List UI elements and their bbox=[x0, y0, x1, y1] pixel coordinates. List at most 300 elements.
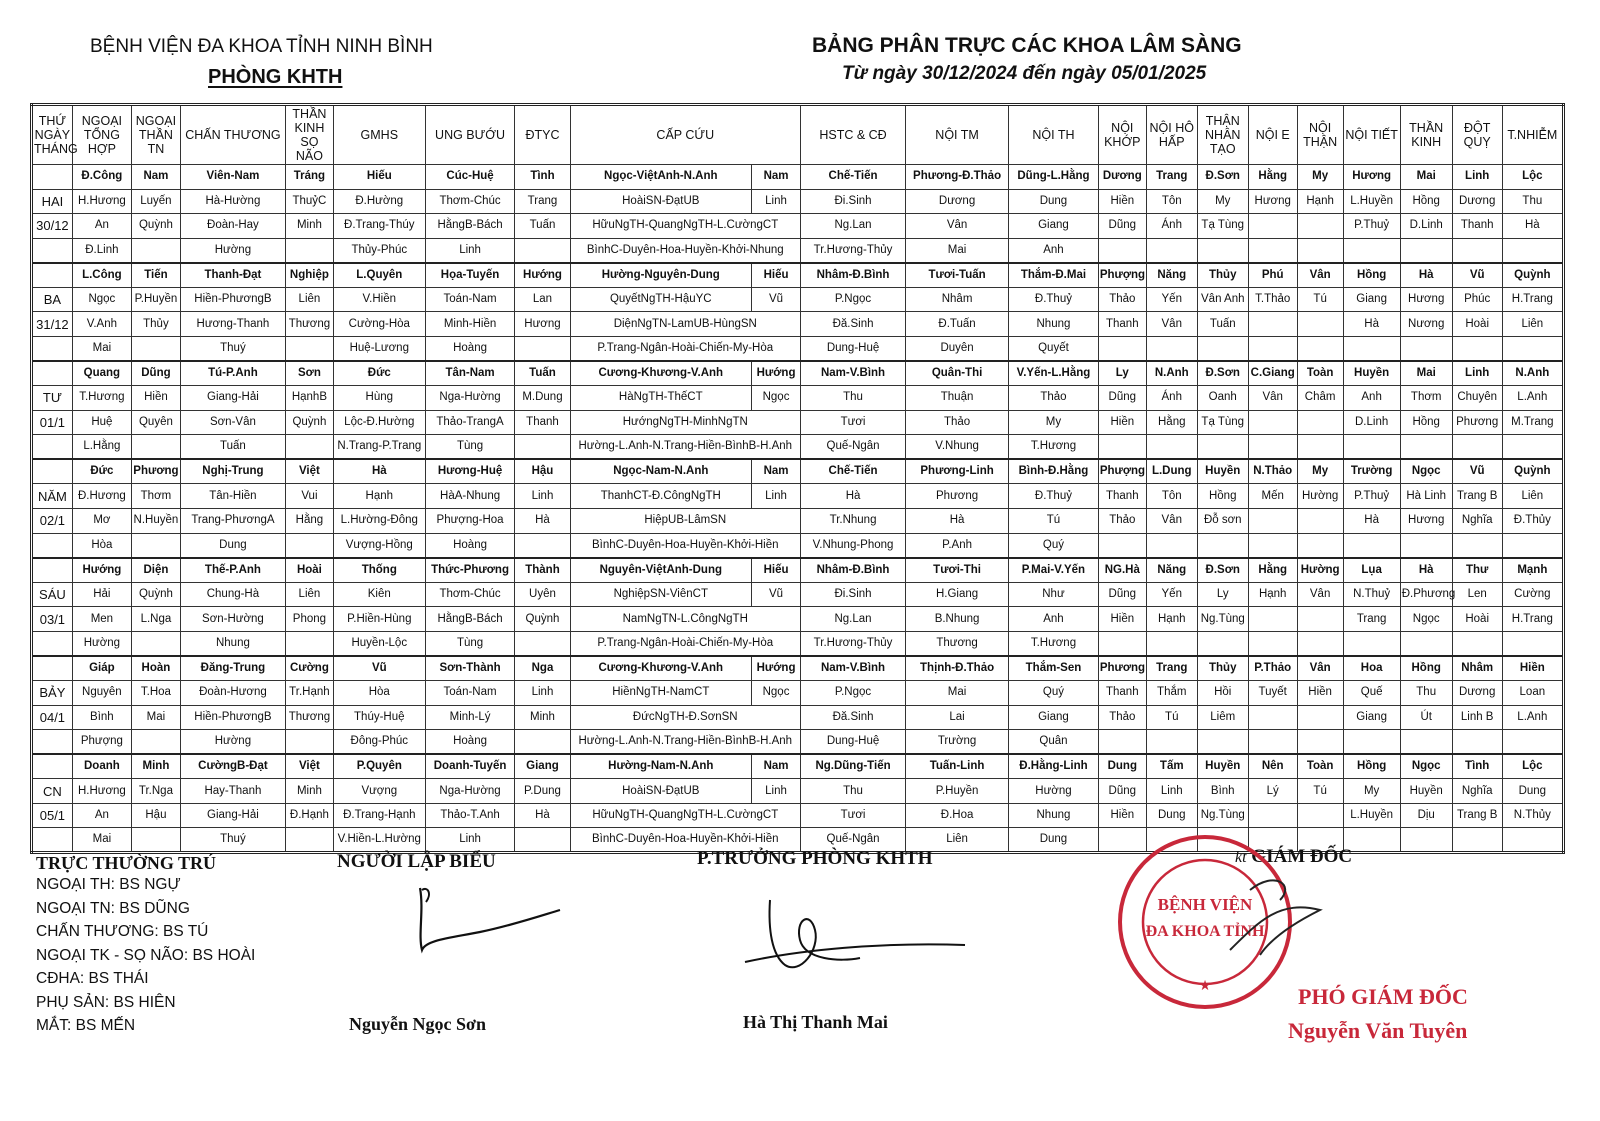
table-cell: Tú bbox=[1146, 705, 1197, 730]
table-cell: Quân-Thi bbox=[906, 361, 1009, 386]
table-cell: Đ.Tuấn bbox=[906, 312, 1009, 337]
table-cell bbox=[1343, 435, 1400, 460]
table-cell: Nên bbox=[1248, 754, 1297, 779]
table-cell: H.Trang bbox=[1502, 607, 1563, 632]
table-cell: Thảo bbox=[1098, 508, 1146, 533]
table-cell: Phương bbox=[1098, 656, 1146, 681]
table-cell: Viên-Nam bbox=[180, 165, 285, 190]
table-cell: Dũng-L.Hằng bbox=[1009, 165, 1099, 190]
table-cell: Anh bbox=[1009, 607, 1099, 632]
table-cell bbox=[1098, 631, 1146, 656]
table-cell: Hồng bbox=[1343, 263, 1400, 288]
day-name: HAI bbox=[32, 189, 73, 214]
table-cell: Hòa bbox=[333, 680, 425, 705]
table-cell: Thanh-Đạt bbox=[180, 263, 285, 288]
table-cell: Hướng bbox=[515, 263, 570, 288]
table-cell: Hương bbox=[515, 312, 570, 337]
table-cell: An bbox=[72, 803, 131, 828]
table-cell bbox=[1248, 238, 1297, 263]
table-cell bbox=[1452, 238, 1502, 263]
deputy-head-title: P.TRƯỞNG PHÒNG KHTH bbox=[697, 848, 933, 869]
table-cell bbox=[1197, 435, 1248, 460]
table-cell: Đă.Sinh bbox=[801, 312, 906, 337]
table-cell: Nga-Hường bbox=[425, 386, 515, 411]
table-cell bbox=[1343, 631, 1400, 656]
table-cell: Quý bbox=[1009, 533, 1099, 558]
table-cell: Vũ bbox=[1452, 263, 1502, 288]
table-cell: Huệ-Lương bbox=[333, 336, 425, 361]
table-cell: Dương bbox=[1452, 189, 1502, 214]
table-cell: Linh bbox=[425, 238, 515, 263]
table-cell: Hà bbox=[801, 484, 906, 509]
table-cell: Liên bbox=[1502, 312, 1563, 337]
column-header: NỘI TH bbox=[1009, 105, 1099, 165]
day-date: 31/12 bbox=[32, 312, 73, 337]
table-cell: HữuNgTH-QuangNgTH-L.CườngCT bbox=[570, 214, 801, 239]
table-cell bbox=[1248, 410, 1297, 435]
table-cell: NG.Hà bbox=[1098, 558, 1146, 583]
day-cell bbox=[32, 558, 73, 583]
table-cell: Hay-Thanh bbox=[180, 779, 285, 804]
table-cell bbox=[1502, 533, 1563, 558]
hospital-stamp bbox=[1110, 830, 1300, 1015]
table-row bbox=[32, 214, 1564, 239]
table-cell: Phượng bbox=[72, 730, 131, 755]
column-header: THẬN NHÂN TẠO bbox=[1197, 105, 1248, 165]
table-cell: Sơn-Thành bbox=[425, 656, 515, 681]
table-row bbox=[32, 410, 1564, 435]
table-cell: Giang bbox=[515, 754, 570, 779]
table-cell: Thủy bbox=[1197, 263, 1248, 288]
table-cell: Hà bbox=[1343, 312, 1400, 337]
table-cell bbox=[1197, 238, 1248, 263]
table-cell: My bbox=[1009, 410, 1099, 435]
table-cell bbox=[1146, 336, 1197, 361]
on-call-line: NGOẠI TN: BS DŨNG bbox=[36, 899, 190, 917]
table-cell: Nhung bbox=[1009, 803, 1099, 828]
table-cell: Thư bbox=[1452, 558, 1502, 583]
table-row bbox=[32, 263, 1564, 288]
table-row bbox=[32, 484, 1564, 509]
table-cell: Mai bbox=[1400, 361, 1452, 386]
table-cell: Phong bbox=[285, 607, 333, 632]
table-cell: Nam-V.Bình bbox=[801, 361, 906, 386]
column-header: ĐỘT QUỴ bbox=[1452, 105, 1502, 165]
table-cell: Hoài bbox=[1452, 312, 1502, 337]
table-cell: Nguyên-ViệtAnh-Dung bbox=[570, 558, 752, 583]
table-cell: Nga bbox=[515, 656, 570, 681]
hospital-name: BỆNH VIỆN ĐA KHOA TỈNH NINH BÌNH bbox=[90, 36, 433, 57]
table-cell: Liên bbox=[1502, 484, 1563, 509]
table-cell: L.Huyền bbox=[1343, 189, 1400, 214]
table-cell bbox=[285, 828, 333, 853]
table-cell: Minh-Lý bbox=[425, 705, 515, 730]
table-cell: Thủy bbox=[1197, 656, 1248, 681]
department-name: PHÒNG KHTH bbox=[208, 66, 343, 88]
day-name: NĂM bbox=[32, 484, 73, 509]
table-cell: Minh bbox=[515, 705, 570, 730]
table-cell: L.Dung bbox=[1146, 459, 1197, 484]
table-cell bbox=[1098, 336, 1146, 361]
day-cell bbox=[32, 336, 73, 361]
day-group bbox=[32, 656, 1564, 754]
day-name: BẢY bbox=[32, 680, 73, 705]
table-cell: Thanh bbox=[1098, 484, 1146, 509]
table-cell: Hà-Hường bbox=[180, 189, 285, 214]
table-cell: Hường-Nam-N.Anh bbox=[570, 754, 752, 779]
table-cell: Trang bbox=[515, 189, 570, 214]
table-cell bbox=[1400, 336, 1452, 361]
table-cell: Tạ Tùng bbox=[1197, 410, 1248, 435]
table-cell: Thắm-Sen bbox=[1009, 656, 1099, 681]
table-cell: Nam bbox=[752, 165, 801, 190]
table-cell: T.Hương bbox=[72, 386, 131, 411]
table-cell: Linh bbox=[1452, 165, 1502, 190]
page-title: BẢNG PHÂN TRỰC CÁC KHOA LÂM SÀNG bbox=[812, 34, 1242, 57]
table-cell: Hà bbox=[1400, 263, 1452, 288]
table-cell bbox=[131, 533, 180, 558]
table-cell: Phượng bbox=[1098, 459, 1146, 484]
table-cell: Quyên bbox=[131, 410, 180, 435]
table-cell: N.Trang-P.Trang bbox=[333, 435, 425, 460]
table-cell: Lộc bbox=[1502, 754, 1563, 779]
table-cell bbox=[1452, 828, 1502, 853]
on-call-line: CHẤN THƯƠNG: BS TÚ bbox=[36, 923, 209, 940]
table-cell: Giang-Hải bbox=[180, 386, 285, 411]
table-cell: Thủy bbox=[131, 312, 180, 337]
table-cell: Thành bbox=[515, 558, 570, 583]
table-cell: H.Giang bbox=[906, 582, 1009, 607]
table-cell: Dung-Huệ bbox=[801, 730, 906, 755]
table-cell: Hằng bbox=[1248, 165, 1297, 190]
table-cell: Tr.Hương-Thủy bbox=[801, 631, 906, 656]
table-cell: P.Ngọc bbox=[801, 680, 906, 705]
table-row bbox=[32, 435, 1564, 460]
table-cell bbox=[1343, 730, 1400, 755]
table-cell: Phương bbox=[131, 459, 180, 484]
day-name: CN bbox=[32, 779, 73, 804]
table-cell: Trường bbox=[906, 730, 1009, 755]
table-cell: L.Huyền bbox=[1343, 803, 1400, 828]
table-cell: P.Ngọc bbox=[801, 287, 906, 312]
table-cell: Mai bbox=[72, 828, 131, 853]
table-cell: BìnhC-Duyên-Hoa-Huyền-Khởi-Hiền bbox=[570, 533, 801, 558]
vice-director-name: Nguyễn Văn Tuyên bbox=[1288, 1018, 1468, 1043]
table-cell: Đ.Hương bbox=[72, 484, 131, 509]
table-cell: Nương bbox=[1400, 312, 1452, 337]
table-cell: Hoài bbox=[285, 558, 333, 583]
table-cell: Mến bbox=[1248, 484, 1297, 509]
table-cell: Hiếu bbox=[752, 263, 801, 288]
director-prefix: kt bbox=[1235, 849, 1247, 866]
table-cell: Tuấn bbox=[1197, 312, 1248, 337]
table-cell bbox=[131, 730, 180, 755]
table-cell: Phúc bbox=[1452, 287, 1502, 312]
table-cell: Hiền bbox=[1098, 189, 1146, 214]
table-cell: Đ.Hạnh bbox=[285, 803, 333, 828]
table-row bbox=[32, 386, 1564, 411]
table-cell: Hiếu bbox=[752, 558, 801, 583]
table-cell: T.Thảo bbox=[1248, 287, 1297, 312]
table-cell: HoàiSN-ĐạtUB bbox=[570, 779, 752, 804]
table-cell: Quân bbox=[1009, 730, 1099, 755]
table-cell: M.Trang bbox=[1502, 410, 1563, 435]
table-cell: Hằng bbox=[285, 508, 333, 533]
table-cell bbox=[1400, 533, 1452, 558]
day-cell bbox=[32, 533, 73, 558]
table-cell: Thu bbox=[801, 386, 906, 411]
day-group bbox=[32, 459, 1564, 557]
table-cell: T.Hương bbox=[1009, 631, 1099, 656]
table-cell: L.Công bbox=[72, 263, 131, 288]
table-cell: Phương bbox=[906, 484, 1009, 509]
table-row bbox=[32, 803, 1564, 828]
table-cell bbox=[1197, 730, 1248, 755]
table-row bbox=[32, 189, 1564, 214]
table-cell: Thơm bbox=[1400, 386, 1452, 411]
table-cell: Việt bbox=[285, 754, 333, 779]
table-cell bbox=[1343, 533, 1400, 558]
table-cell: Hồng bbox=[1400, 656, 1452, 681]
preparer-name: Nguyễn Ngọc Sơn bbox=[349, 1014, 486, 1034]
table-cell: Dung bbox=[1009, 189, 1099, 214]
table-cell: Oanh bbox=[1197, 386, 1248, 411]
table-cell: Quỳnh bbox=[1502, 263, 1563, 288]
table-cell: Đi.Sinh bbox=[801, 582, 906, 607]
day-date: 04/1 bbox=[32, 705, 73, 730]
table-cell: Phượng bbox=[1098, 263, 1146, 288]
table-cell: Thảo bbox=[1098, 287, 1146, 312]
column-header: ĐTYC bbox=[515, 105, 570, 165]
table-cell: HiệpUB-LâmSN bbox=[570, 508, 801, 533]
table-cell: Phú bbox=[1248, 263, 1297, 288]
table-cell: N.Thuỷ bbox=[1343, 582, 1400, 607]
table-cell: BìnhC-Duyên-Hoa-Huyền-Khởi-Nhung bbox=[570, 238, 801, 263]
column-header: CHẤN THƯƠNG bbox=[180, 105, 285, 165]
table-cell bbox=[1248, 631, 1297, 656]
table-cell: Hạnh bbox=[1297, 189, 1343, 214]
table-cell bbox=[515, 828, 570, 853]
table-cell: Hương bbox=[1248, 189, 1297, 214]
table-cell: Vân bbox=[1146, 312, 1197, 337]
table-row bbox=[32, 558, 1564, 583]
table-cell: Quyết bbox=[1009, 336, 1099, 361]
table-cell: Vân bbox=[906, 214, 1009, 239]
table-cell: Tươi-Thi bbox=[906, 558, 1009, 583]
table-cell: Đ.Thủy bbox=[1502, 508, 1563, 533]
table-cell: Hà bbox=[1343, 508, 1400, 533]
table-cell: Giang bbox=[1009, 705, 1099, 730]
table-cell: Loan bbox=[1502, 680, 1563, 705]
table-cell: Anh bbox=[1343, 386, 1400, 411]
table-cell: Quỳnh bbox=[131, 214, 180, 239]
table-cell: L.Anh bbox=[1502, 386, 1563, 411]
table-cell: Thu bbox=[1400, 680, 1452, 705]
table-cell: Tạ Tùng bbox=[1197, 214, 1248, 239]
table-cell: HằngB-Bách bbox=[425, 607, 515, 632]
table-cell: T.Hoa bbox=[131, 680, 180, 705]
table-cell bbox=[515, 238, 570, 263]
day-group bbox=[32, 558, 1564, 656]
on-call-line: MẮT: BS MẾN bbox=[36, 1017, 136, 1034]
table-cell bbox=[1098, 730, 1146, 755]
table-cell bbox=[285, 435, 333, 460]
table-cell: Toàn bbox=[1297, 361, 1343, 386]
table-cell: Hường bbox=[1009, 779, 1099, 804]
table-cell bbox=[1452, 336, 1502, 361]
table-cell bbox=[1248, 533, 1297, 558]
column-header: NỘI E bbox=[1248, 105, 1297, 165]
table-cell: Vân bbox=[1297, 263, 1343, 288]
table-cell: Liêm bbox=[1197, 705, 1248, 730]
table-cell: Ngọc-Nam-N.Anh bbox=[570, 459, 752, 484]
table-cell: Việt bbox=[285, 459, 333, 484]
table-cell: Tuấn bbox=[515, 361, 570, 386]
table-cell: Yến bbox=[1146, 287, 1197, 312]
table-cell: Hương-Thanh bbox=[180, 312, 285, 337]
table-cell: Linh bbox=[752, 779, 801, 804]
table-cell: Thủy-Phúc bbox=[333, 238, 425, 263]
table-cell: Nghĩa bbox=[1452, 779, 1502, 804]
day-name: TƯ bbox=[32, 386, 73, 411]
table-cell: Giang bbox=[1009, 214, 1099, 239]
table-cell: Ng.Tùng bbox=[1197, 607, 1248, 632]
table-cell: Đ.Sơn bbox=[1197, 558, 1248, 583]
table-row bbox=[32, 631, 1564, 656]
table-cell bbox=[1146, 435, 1197, 460]
table-cell: Tr.Nga bbox=[131, 779, 180, 804]
table-cell: Vũ bbox=[333, 656, 425, 681]
day-cell bbox=[32, 730, 73, 755]
table-cell: CườngB-Đạt bbox=[180, 754, 285, 779]
table-cell bbox=[1297, 533, 1343, 558]
table-row bbox=[32, 165, 1564, 190]
day-cell bbox=[32, 656, 73, 681]
table-cell bbox=[1248, 705, 1297, 730]
day-cell bbox=[32, 754, 73, 779]
table-cell: Huyền bbox=[1400, 779, 1452, 804]
table-cell: Hà bbox=[515, 508, 570, 533]
table-cell: An bbox=[72, 214, 131, 239]
table-cell: Hậu bbox=[131, 803, 180, 828]
table-cell: Đ.Thuỷ bbox=[1009, 484, 1099, 509]
column-header: NỘI KHỚP bbox=[1098, 105, 1146, 165]
table-cell: Thanh bbox=[515, 410, 570, 435]
on-call-line: NGOẠI TH: BS NGỰ bbox=[36, 876, 181, 893]
table-cell: Toàn bbox=[1297, 754, 1343, 779]
table-cell: Bình bbox=[1197, 779, 1248, 804]
director-label: GIÁM ĐỐC bbox=[1251, 846, 1353, 867]
table-cell: Thảo bbox=[1098, 705, 1146, 730]
table-cell: Ngọc bbox=[1400, 754, 1452, 779]
table-cell: My bbox=[1343, 779, 1400, 804]
on-call-line: CĐHA: BS THÁI bbox=[36, 970, 149, 987]
table-row bbox=[32, 607, 1564, 632]
table-cell: Giáp bbox=[72, 656, 131, 681]
table-cell: BìnhC-Duyên-Hoa-Huyền-Khởi-Hiền bbox=[570, 828, 801, 853]
table-cell bbox=[1248, 336, 1297, 361]
table-cell: Năng bbox=[1146, 558, 1197, 583]
table-cell: Đ.Hường bbox=[333, 189, 425, 214]
table-cell bbox=[1400, 730, 1452, 755]
table-cell: P.Dung bbox=[515, 779, 570, 804]
table-cell: Thanh bbox=[1452, 214, 1502, 239]
table-cell: Bình bbox=[72, 705, 131, 730]
table-cell bbox=[131, 631, 180, 656]
table-cell: Phương-Đ.Thảo bbox=[906, 165, 1009, 190]
table-cell: Thanh bbox=[1098, 312, 1146, 337]
table-cell: Mai bbox=[906, 238, 1009, 263]
column-header: NỘI TM bbox=[906, 105, 1009, 165]
table-cell: Chế-Tiến bbox=[801, 165, 906, 190]
table-cell: Hướng bbox=[752, 361, 801, 386]
table-cell: Tú-P.Anh bbox=[180, 361, 285, 386]
table-cell bbox=[1297, 336, 1343, 361]
table-cell: Đức bbox=[333, 361, 425, 386]
svg-text:BỆNH VIỆN: BỆNH VIỆN bbox=[1157, 895, 1253, 914]
table-cell: Quý bbox=[1009, 680, 1099, 705]
table-cell: Dương bbox=[1452, 680, 1502, 705]
table-cell: Tùng bbox=[425, 435, 515, 460]
column-header: THẦN KINH SỌ NÃO bbox=[285, 105, 333, 165]
table-cell: Hòa bbox=[72, 533, 131, 558]
duty-schedule-table bbox=[30, 103, 1565, 854]
table-cell: Tân-Hiền bbox=[180, 484, 285, 509]
table-cell: Thống bbox=[333, 558, 425, 583]
table-cell: HiềnNgTH-NamCT bbox=[570, 680, 752, 705]
day-date: 02/1 bbox=[32, 508, 73, 533]
day-cell bbox=[32, 828, 73, 853]
table-cell: Phương-Linh bbox=[906, 459, 1009, 484]
column-header: GMHS bbox=[333, 105, 425, 165]
table-cell: Cúc-Huệ bbox=[425, 165, 515, 190]
table-cell: P.Hiền-Hùng bbox=[333, 607, 425, 632]
table-cell: N.Anh bbox=[1146, 361, 1197, 386]
table-cell: My bbox=[1297, 459, 1343, 484]
table-cell: Hà Linh bbox=[1400, 484, 1452, 509]
table-cell: Ngọc bbox=[752, 680, 801, 705]
table-cell: Đức bbox=[72, 459, 131, 484]
table-cell bbox=[285, 336, 333, 361]
table-cell: Linh bbox=[515, 680, 570, 705]
table-cell: Luyến bbox=[131, 189, 180, 214]
table-header-row bbox=[32, 105, 1564, 165]
table-cell: Vũ bbox=[1452, 459, 1502, 484]
table-row bbox=[32, 459, 1564, 484]
table-cell: Đ.Thuỷ bbox=[1009, 287, 1099, 312]
table-cell: Lộc bbox=[1502, 165, 1563, 190]
table-cell bbox=[1248, 508, 1297, 533]
table-cell: N.Thảo bbox=[1248, 459, 1297, 484]
table-cell: Diện bbox=[131, 558, 180, 583]
table-cell: Hoài bbox=[1452, 607, 1502, 632]
table-cell bbox=[1297, 435, 1343, 460]
day-cell bbox=[32, 631, 73, 656]
table-cell: Hồi bbox=[1197, 680, 1248, 705]
table-cell: Hà bbox=[1502, 214, 1563, 239]
table-cell: H.Trang bbox=[1502, 287, 1563, 312]
table-cell: HữuNgTH-QuangNgTH-L.CườngCT bbox=[570, 803, 801, 828]
day-group bbox=[32, 165, 1564, 263]
table-cell bbox=[1502, 435, 1563, 460]
table-cell: Nhâm bbox=[906, 287, 1009, 312]
table-cell: Ngọc bbox=[72, 287, 131, 312]
table-cell: Nga-Hường bbox=[425, 779, 515, 804]
table-cell: Tr.Hạnh bbox=[285, 680, 333, 705]
table-cell bbox=[1400, 828, 1452, 853]
table-cell: Mai bbox=[131, 705, 180, 730]
table-cell: Thịnh-Đ.Thảo bbox=[906, 656, 1009, 681]
